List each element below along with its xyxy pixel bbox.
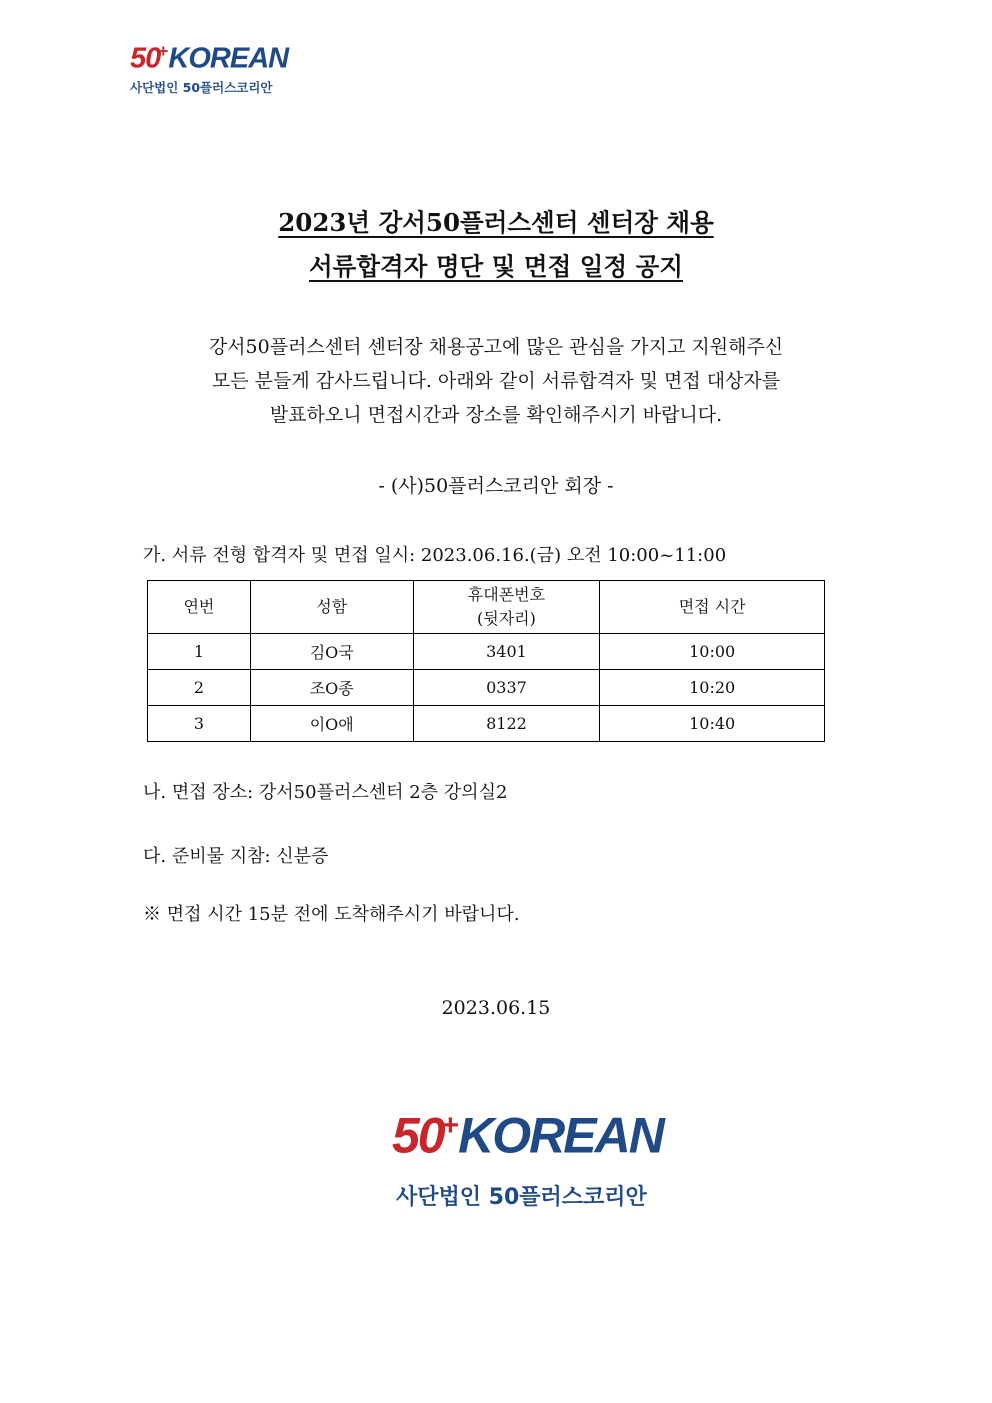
section-c-materials: 다. 준비물 지참: 신분증	[143, 846, 329, 867]
cell-no: 1	[148, 634, 251, 670]
logo-subtitle: 사단법인 50플러스코리안	[130, 79, 273, 95]
cell-phone: 8122	[413, 706, 600, 742]
logo-plus: +	[158, 41, 168, 61]
header-phone-line1: 휴대폰번호	[467, 585, 546, 604]
arrival-note: ※ 면접 시간 15분 전에 도착해주시기 바랍니다.	[143, 904, 520, 925]
header-phone-line2: (뒷자리)	[477, 609, 536, 628]
logo-plus: +	[441, 1109, 458, 1142]
cell-phone: 0337	[413, 670, 600, 706]
cell-no: 3	[148, 706, 251, 742]
table-row	[148, 634, 825, 670]
header-no: 연번	[148, 581, 251, 634]
cell-name: 조O종	[250, 670, 413, 706]
notice-title-line2: 서류합격자 명단 및 면접 일정 공지	[309, 252, 683, 281]
logo-fifty: 50	[130, 42, 161, 75]
header-logo	[130, 36, 290, 98]
cell-no: 2	[148, 670, 251, 706]
notice-title-line1: 2023년 강서50플러스센터 센터장 채용	[278, 208, 714, 237]
logo-mark	[130, 36, 290, 74]
cell-time: 10:40	[600, 706, 825, 742]
intro-line: 모든 분들게 감사드립니다. 아래와 같이 서류합격자 및 면접 대상자를	[211, 370, 781, 392]
logo-korean: KOREAN	[168, 42, 289, 75]
candidate-table	[147, 580, 825, 742]
table-header-row	[148, 581, 825, 634]
section-a-schedule: 가. 서류 전형 합격자 및 면접 일시: 2023.06.16.(금) 오전 10:00~11:00	[143, 545, 727, 566]
cell-phone: 3401	[413, 634, 600, 670]
intro-paragraph	[140, 330, 852, 432]
table-row	[148, 706, 825, 742]
logo-subtitle: 사단법인 50플러스코리안	[396, 1184, 647, 1210]
section-b-location: 나. 면접 장소: 강서50플러스센터 2층 강의실2	[143, 782, 508, 803]
intro-line: 발표하오니 면접시간과 장소를 확인해주시기 바랍니다.	[269, 404, 723, 426]
cell-name: 이O애	[250, 706, 413, 742]
header-time: 면접 시간	[600, 581, 825, 634]
cell-time: 10:20	[600, 670, 825, 706]
table-row	[148, 670, 825, 706]
logo-fifty: 50	[392, 1107, 444, 1164]
intro-line: 강서50플러스센터 센터장 채용공고에 많은 관심을 가지고 지원해주신	[208, 336, 784, 358]
logo-korean: KOREAN	[458, 1107, 663, 1164]
footer-logo	[392, 1098, 662, 1208]
notice-date: 2023.06.15	[441, 997, 551, 1019]
header-phone	[413, 581, 600, 634]
cell-name: 김O국	[250, 634, 413, 670]
signer-line: - (사)50플러스코리안 회장 -	[378, 475, 614, 497]
cell-time: 10:00	[600, 634, 825, 670]
header-name: 성함	[250, 581, 413, 634]
logo-mark	[392, 1098, 662, 1164]
